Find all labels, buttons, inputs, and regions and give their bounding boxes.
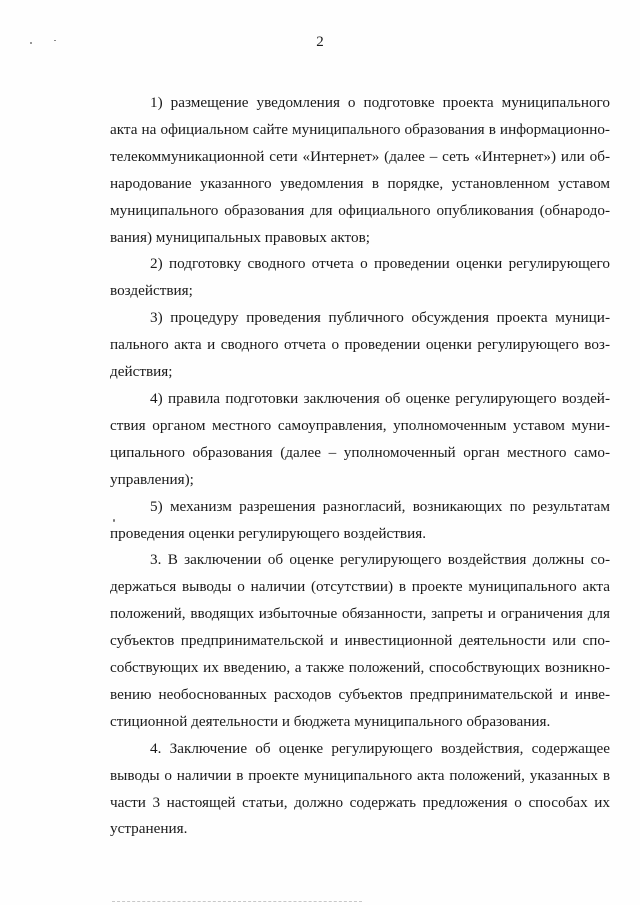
- page-number: 2: [316, 34, 324, 50]
- list-item-2: 2) подготовку сводного отчета о проведении оценки регулирующего воздействия;: [110, 255, 610, 300]
- list-item-4: 4) правила подготовки заключения об оценке регулирующего воздействия органом местного самоуправления, уполномоченным уставом муниципального образования (далее – уполномоченный орган местного самоуправления);: [110, 389, 610, 488]
- scan-edge-artifact: [112, 901, 362, 903]
- list-item-5: 5) механизм разрешения разногласий, возникающих по результатам проведения оценки регулирующего воздействия.: [110, 497, 610, 542]
- list-item-3: 3) процедуру проведения публичного обсуждения проекта муниципального акта и сводного отчета о проведении оценки регулирующего воздействия;: [110, 309, 610, 381]
- list-item-1: 1) размещение уведомления о подготовке проекта муниципального акта на официальном сайте муниципального образования в информационно-телекоммуникационной сети «Интернет» (далее – сеть «Интернет») или обнародование указанного уведомления в порядке, установленном уставом муниципального образования для официального опубликования (обнародования) муниципальных правовых актов;: [110, 94, 610, 246]
- clause-3-paragraph: 3. В заключении об оценке регулирующего воздействия должны содержаться выводы о наличии (отсутствии) в проекте муниципального акта положений, вводящих избыточные обязанности, запреты и ограничения для субъектов предпринимательской и инвестиционной деятельности или способствующих их введению, а также положений, способствующих возникновению необоснованных расходов субъектов предпринимательской и инвестиционной деятельности и бюджета муниципального образования.: [110, 551, 610, 730]
- document-body: [110, 90, 610, 843]
- clause-4-paragraph: 4. Заключение об оценке регулирующего воздействия, содержащее выводы о наличии в проекте муниципального акта положений, указанных в части 3 настоящей статьи, должно содержать предложения о способах их устранения.: [110, 739, 610, 838]
